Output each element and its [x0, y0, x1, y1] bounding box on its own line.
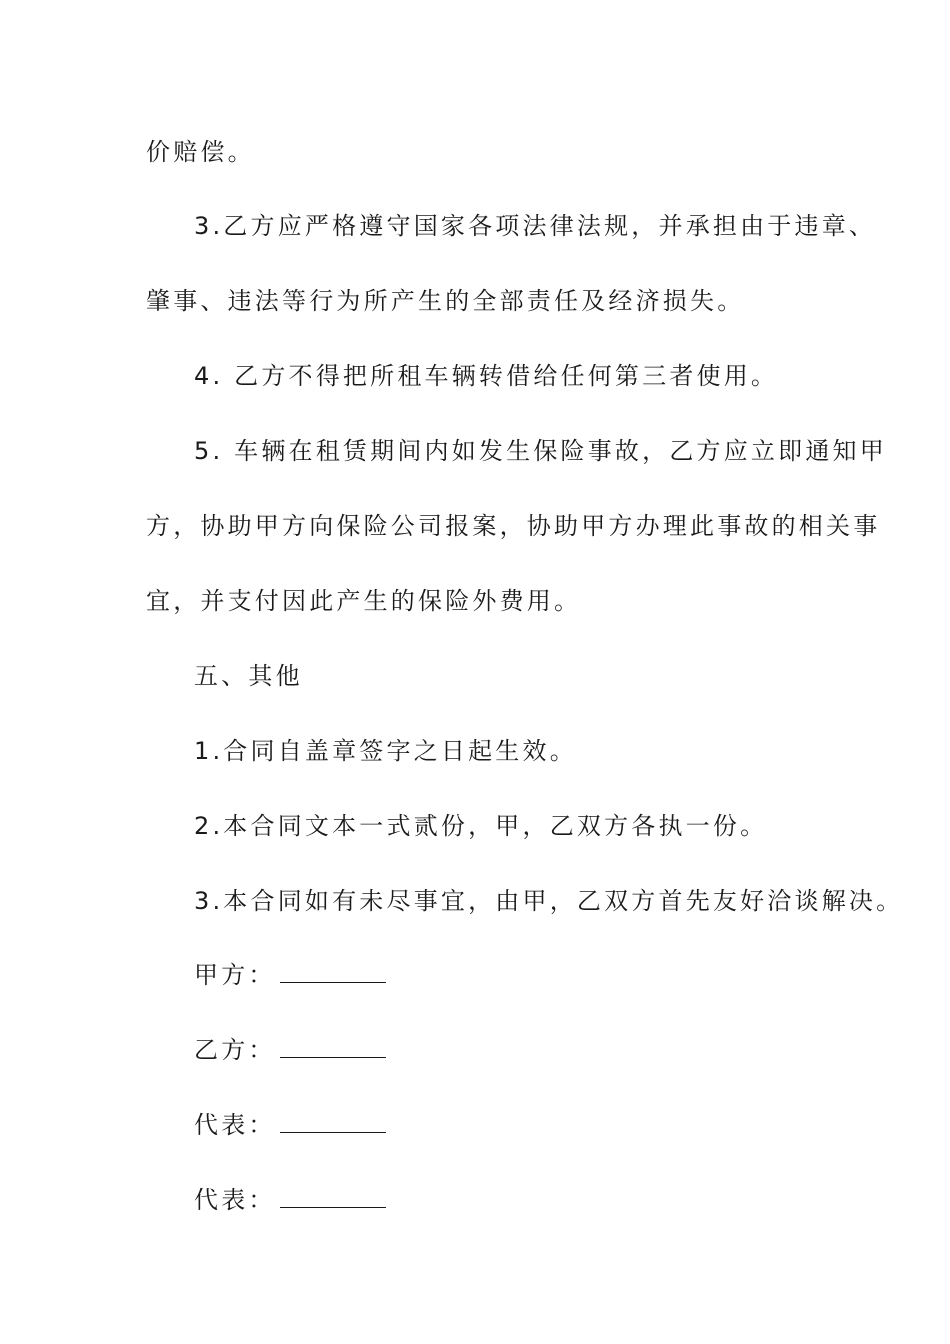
paragraph-line: 肇事、违法等行为所产生的全部责任及经济损失。 [146, 287, 745, 315]
paragraph-line: 宜，并支付因此产生的保险外费用。 [146, 587, 582, 615]
signature-line-representative [194, 1185, 386, 1215]
signature-label: 甲方： [194, 961, 276, 989]
signature-label: 代表： [194, 1186, 276, 1214]
signature-line-party-a [194, 960, 386, 990]
paragraph-line: 1.合同自盖章签字之日起生效。 [194, 737, 577, 765]
signature-line-representative [194, 1110, 386, 1140]
paragraph-line: 方，协助甲方向保险公司报案，协助甲方办理此事故的相关事 [146, 512, 881, 540]
signature-blank [280, 1205, 386, 1208]
signature-blank [280, 1130, 386, 1133]
signature-blank [280, 980, 386, 983]
paragraph-line: 价赔偿。 [146, 138, 255, 166]
section-heading: 五、其他 [194, 662, 303, 690]
signature-label: 代表： [194, 1111, 276, 1139]
paragraph-line: 3.本合同如有未尽事宜，由甲，乙双方首先友好洽谈解决。 [194, 887, 904, 915]
signature-label: 乙方： [194, 1036, 276, 1064]
paragraph-line: 4. 乙方不得把所租车辆转借给任何第三者使用。 [194, 362, 779, 390]
paragraph-line: 5. 车辆在租赁期间内如发生保险事故，乙方应立即通知甲 [194, 437, 887, 465]
paragraph-line: 2.本合同文本一式贰份，甲，乙双方各执一份。 [194, 812, 768, 840]
signature-blank [280, 1055, 386, 1058]
paragraph-line: 3.乙方应严格遵守国家各项法律法规，并承担由于违章、 [194, 212, 877, 240]
signature-line-party-b [194, 1035, 386, 1065]
